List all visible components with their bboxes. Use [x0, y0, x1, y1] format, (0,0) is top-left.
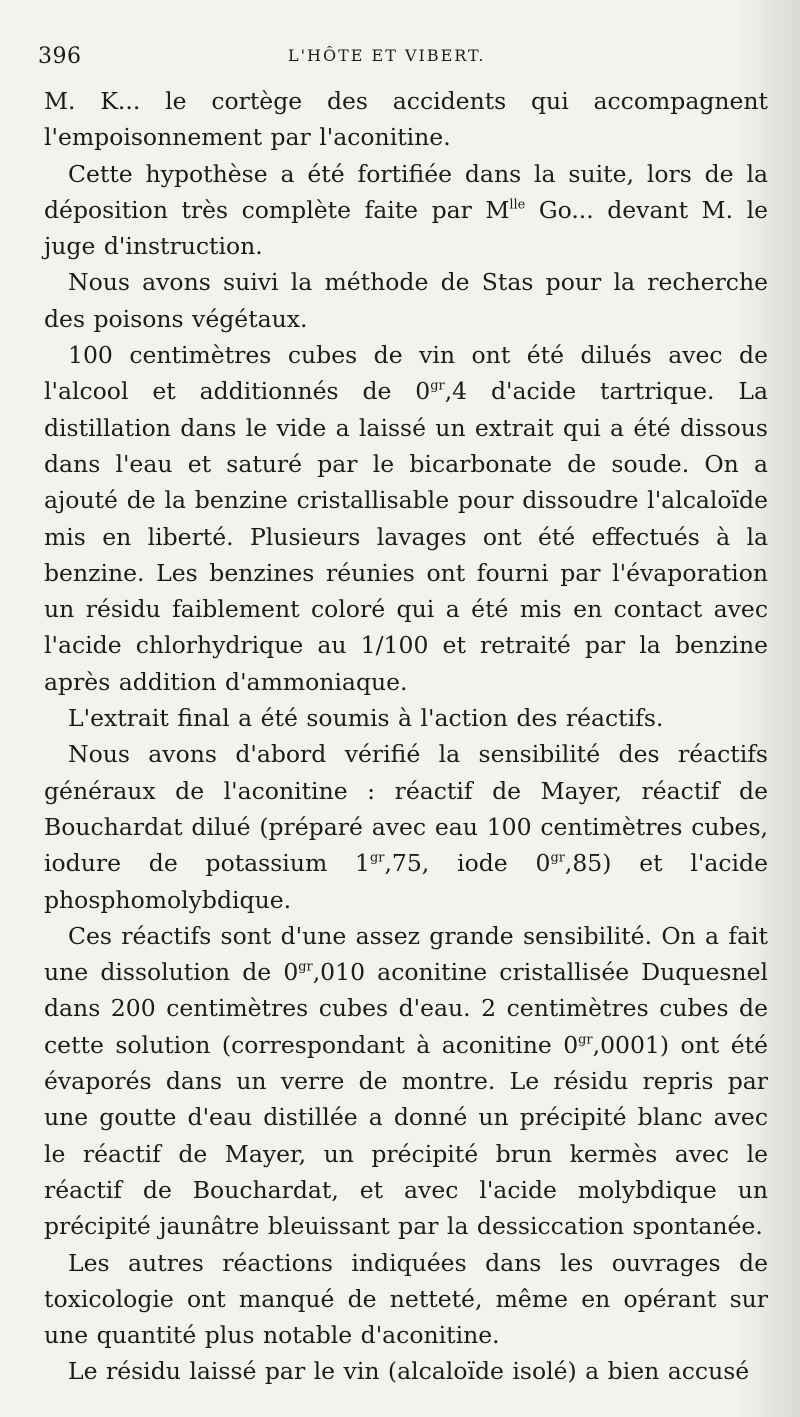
- paragraph: [44, 264, 768, 337]
- text-run: 100 centimètres cubes de vin ont été dilués avec de l'alcool et additionnés de 0: [44, 341, 768, 406]
- superscript: gr: [370, 850, 385, 866]
- paragraph: [44, 83, 768, 156]
- page-header: [38, 40, 770, 74]
- text-run: L'extrait final a été soumis à l'action des réactifs.: [68, 704, 664, 733]
- superscript: gr: [578, 1032, 593, 1048]
- text-run: ,75, iode 0: [384, 849, 551, 878]
- text-run: Ces réactifs sont d'une assez grande sensibilité. On a fait une dissolution de 0: [44, 921, 768, 987]
- superscript: gr: [298, 959, 313, 975]
- text-run: Les autres réactions indiquées dans les ouvrages de toxicologie ont manqué de netteté, même en opérant sur une quantité plus notable d'aconitine.: [44, 1248, 768, 1350]
- text-run: Le résidu laissé par le vin (alcaloïde isolé) a bien accusé: [68, 1357, 750, 1386]
- text-run: Nous avons suivi la méthode de Stas pour la recherche des poisons végétaux.: [44, 268, 768, 333]
- text-run: ,4 d'acide tartrique. La distillation dans le vide a laissé un extrait qui a été dissous dans l'eau et saturé par le bicarbonate de soude. On a ajouté de la benzine cristallisable pour dissoudre l'alcaloïde mis en liberté. Plusieurs lavages ont été effectués à la benzine. Les benzines réunies ont fourni par l'évaporation un résidu faiblement coloré qui a été mis en contact avec l'acide chlorhydrique au 1/100 et retraité par la benzine après addition d'ammoniaque.: [44, 377, 768, 696]
- paragraph: [44, 700, 768, 736]
- text-run: M. K... le cortège des accidents qui accompagnent l'empoisonnement par l'aconitine.: [44, 87, 768, 152]
- text-run: Go... devant M. le juge d'instruction.: [44, 195, 768, 261]
- text-run: ,0001) ont été évaporés dans un verre de montre. Le résidu repris par une goutte d'eau distillée a donné un précipité blanc avec le réactif de Mayer, un précipité brun kermès avec le réactif de Bouchardat, et avec l'acide molybdique un précipité jaunâtre bleuissant par la dessiccation spontanée.: [44, 1030, 768, 1241]
- paragraph: [44, 736, 768, 917]
- superscript: lle: [509, 197, 526, 213]
- text-run: Cette hypothèse a été fortifiée dans la suite, lors de la déposition très complète faite par M: [44, 159, 768, 224]
- paragraph: [44, 337, 768, 700]
- paragraph: [44, 1353, 768, 1389]
- paragraph: [44, 918, 768, 1245]
- superscript: gr: [430, 378, 445, 394]
- text-run: Nous avons d'abord vérifié la sensibilité des réactifs généraux de l'aconitine : réactif de Mayer, réactif de Bouchardat dilué (préparé avec eau 100 centimètres cubes, iodure de potassium 1: [44, 740, 768, 878]
- body-text: [44, 83, 768, 1390]
- text-run: ,010 aconitine cristallisée Duquesnel dans 200 centimètres cubes d'eau. 2 centimètres cubes de cette solution (correspondant à aconitine 0: [44, 958, 768, 1059]
- text-run: ,85) et l'acide phosphomolybdique.: [44, 849, 768, 914]
- superscript: gr: [550, 850, 565, 866]
- running-title: L'HÔTE ET VIBERT.: [288, 46, 486, 65]
- paragraph: [44, 1245, 768, 1354]
- page-number: 396: [38, 44, 82, 69]
- paragraph: [44, 156, 768, 265]
